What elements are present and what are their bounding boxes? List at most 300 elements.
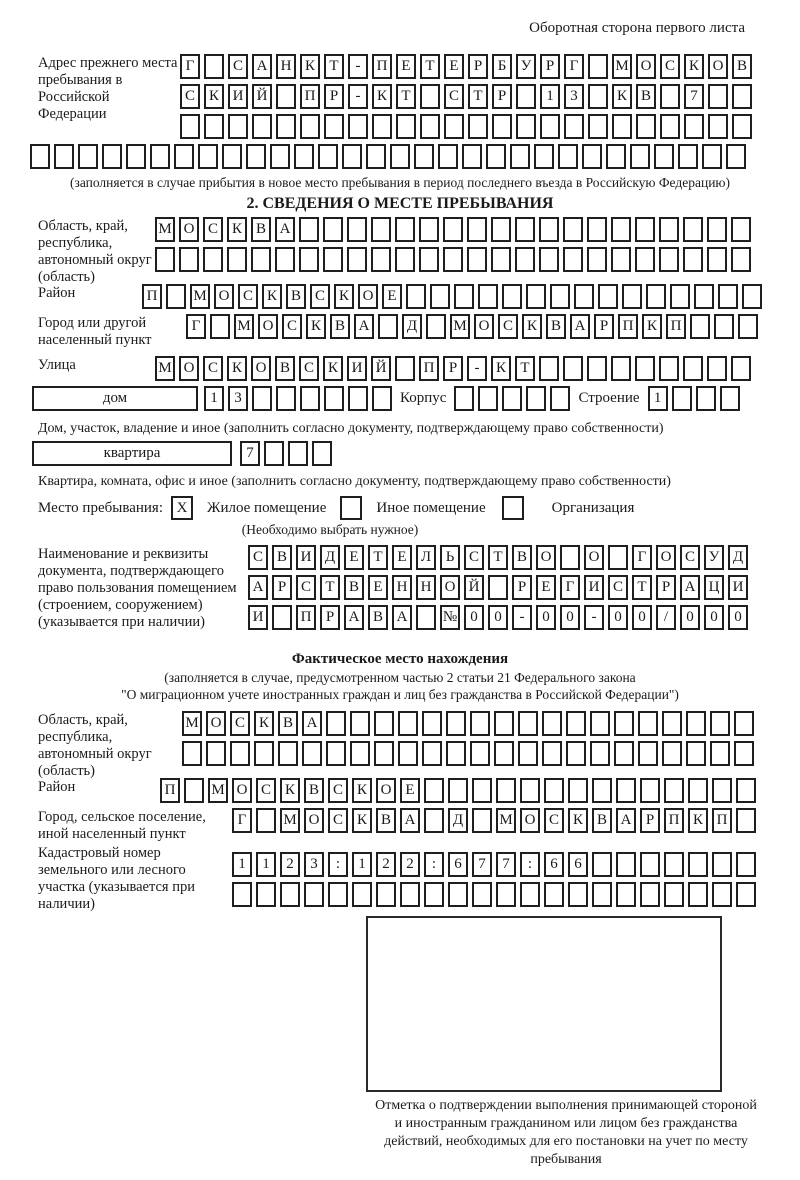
char-cell[interactable]: 1: [540, 84, 560, 109]
char-cell[interactable]: [707, 356, 727, 381]
char-cell[interactable]: [426, 314, 446, 339]
char-cell[interactable]: Т: [320, 575, 340, 600]
char-cell[interactable]: Й: [371, 356, 391, 381]
char-cell[interactable]: [448, 778, 468, 803]
char-cell[interactable]: Р: [512, 575, 532, 600]
char-cell[interactable]: К: [280, 778, 300, 803]
char-cell[interactable]: [672, 386, 692, 411]
char-cell[interactable]: П: [372, 54, 392, 79]
char-cell[interactable]: С: [203, 356, 223, 381]
char-cell[interactable]: В: [275, 356, 295, 381]
char-cell[interactable]: [502, 284, 522, 309]
char-cell[interactable]: [526, 284, 546, 309]
char-cell[interactable]: [488, 575, 508, 600]
char-cell[interactable]: М: [280, 808, 300, 833]
char-cell[interactable]: [664, 882, 684, 907]
char-cell[interactable]: Г: [560, 575, 580, 600]
char-cell[interactable]: Р: [656, 575, 676, 600]
char-cell[interactable]: С: [444, 84, 464, 109]
char-cell[interactable]: [515, 217, 535, 242]
char-cell[interactable]: К: [227, 217, 247, 242]
char-cell[interactable]: К: [491, 356, 511, 381]
char-cell[interactable]: [718, 284, 738, 309]
char-cell[interactable]: С: [299, 356, 319, 381]
char-cell[interactable]: [276, 114, 296, 139]
char-cell[interactable]: [278, 741, 298, 766]
char-cell[interactable]: Е: [396, 54, 416, 79]
char-cell[interactable]: 6: [568, 852, 588, 877]
char-cell[interactable]: [598, 284, 618, 309]
char-cell[interactable]: Г: [564, 54, 584, 79]
char-cell[interactable]: [518, 711, 538, 736]
char-cell[interactable]: /: [656, 605, 676, 630]
char-cell[interactable]: [616, 778, 636, 803]
char-cell[interactable]: К: [227, 356, 247, 381]
char-cell[interactable]: [568, 882, 588, 907]
char-cell[interactable]: 1: [204, 386, 224, 411]
char-cell[interactable]: Е: [392, 545, 412, 570]
char-cell[interactable]: [684, 114, 704, 139]
char-cell[interactable]: О: [214, 284, 234, 309]
char-cell[interactable]: [660, 114, 680, 139]
char-cell[interactable]: [491, 247, 511, 272]
char-cell[interactable]: [510, 144, 530, 169]
char-cell[interactable]: К: [306, 314, 326, 339]
char-cell[interactable]: С: [680, 545, 700, 570]
char-cell[interactable]: [664, 778, 684, 803]
stay-option-other-checkbox[interactable]: [340, 496, 362, 520]
char-cell[interactable]: Р: [594, 314, 614, 339]
char-cell[interactable]: М: [612, 54, 632, 79]
char-cell[interactable]: [486, 144, 506, 169]
char-cell[interactable]: [446, 741, 466, 766]
char-cell[interactable]: :: [328, 852, 348, 877]
char-cell[interactable]: Е: [382, 284, 402, 309]
char-cell[interactable]: [616, 852, 636, 877]
char-cell[interactable]: [614, 741, 634, 766]
char-cell[interactable]: С: [608, 575, 628, 600]
char-cell[interactable]: [326, 711, 346, 736]
char-cell[interactable]: [635, 217, 655, 242]
char-cell[interactable]: К: [262, 284, 282, 309]
char-cell[interactable]: [542, 741, 562, 766]
char-cell[interactable]: [372, 386, 392, 411]
char-cell[interactable]: [588, 84, 608, 109]
char-cell[interactable]: М: [155, 217, 175, 242]
char-cell[interactable]: [251, 247, 271, 272]
char-cell[interactable]: [660, 84, 680, 109]
char-cell[interactable]: [520, 778, 540, 803]
char-cell[interactable]: [472, 808, 492, 833]
char-cell[interactable]: С: [180, 84, 200, 109]
char-cell[interactable]: -: [512, 605, 532, 630]
char-cell[interactable]: [659, 247, 679, 272]
char-cell[interactable]: [280, 882, 300, 907]
char-cell[interactable]: М: [190, 284, 210, 309]
char-cell[interactable]: [582, 144, 602, 169]
char-cell[interactable]: [736, 852, 756, 877]
char-cell[interactable]: Г: [632, 545, 652, 570]
char-cell[interactable]: [640, 852, 660, 877]
char-cell[interactable]: [420, 114, 440, 139]
char-cell[interactable]: [264, 441, 284, 466]
char-cell[interactable]: [726, 144, 746, 169]
char-cell[interactable]: [470, 741, 490, 766]
char-cell[interactable]: [690, 314, 710, 339]
char-cell[interactable]: К: [204, 84, 224, 109]
char-cell[interactable]: К: [568, 808, 588, 833]
char-cell[interactable]: [707, 217, 727, 242]
char-cell[interactable]: О: [656, 545, 676, 570]
char-cell[interactable]: Р: [443, 356, 463, 381]
char-cell[interactable]: [708, 84, 728, 109]
char-cell[interactable]: Е: [344, 545, 364, 570]
char-cell[interactable]: 2: [376, 852, 396, 877]
char-cell[interactable]: М: [496, 808, 516, 833]
char-cell[interactable]: [472, 778, 492, 803]
char-cell[interactable]: [731, 356, 751, 381]
char-cell[interactable]: [708, 114, 728, 139]
char-cell[interactable]: А: [570, 314, 590, 339]
char-cell[interactable]: [622, 284, 642, 309]
char-cell[interactable]: [588, 114, 608, 139]
char-cell[interactable]: [502, 386, 522, 411]
char-cell[interactable]: [710, 711, 730, 736]
char-cell[interactable]: С: [328, 808, 348, 833]
char-cell[interactable]: [468, 114, 488, 139]
char-cell[interactable]: 0: [680, 605, 700, 630]
char-cell[interactable]: [184, 778, 204, 803]
char-cell[interactable]: [102, 144, 122, 169]
char-cell[interactable]: Р: [640, 808, 660, 833]
char-cell[interactable]: [678, 144, 698, 169]
char-cell[interactable]: [630, 144, 650, 169]
char-cell[interactable]: [347, 247, 367, 272]
char-cell[interactable]: [636, 114, 656, 139]
char-cell[interactable]: Р: [492, 84, 512, 109]
char-cell[interactable]: [568, 778, 588, 803]
char-cell[interactable]: [732, 84, 752, 109]
char-cell[interactable]: [664, 852, 684, 877]
char-cell[interactable]: И: [228, 84, 248, 109]
char-cell[interactable]: [166, 284, 186, 309]
char-cell[interactable]: 0: [536, 605, 556, 630]
char-cell[interactable]: [611, 217, 631, 242]
char-cell[interactable]: [540, 114, 560, 139]
char-cell[interactable]: [304, 882, 324, 907]
char-cell[interactable]: [526, 386, 546, 411]
char-cell[interactable]: [228, 114, 248, 139]
char-cell[interactable]: И: [296, 545, 316, 570]
char-cell[interactable]: [400, 882, 420, 907]
char-cell[interactable]: [444, 114, 464, 139]
char-cell[interactable]: Б: [492, 54, 512, 79]
char-cell[interactable]: А: [400, 808, 420, 833]
char-cell[interactable]: [734, 741, 754, 766]
char-cell[interactable]: [288, 441, 308, 466]
char-cell[interactable]: С: [238, 284, 258, 309]
char-cell[interactable]: [712, 852, 732, 877]
char-cell[interactable]: [270, 144, 290, 169]
char-cell[interactable]: [30, 144, 50, 169]
char-cell[interactable]: Т: [420, 54, 440, 79]
char-cell[interactable]: 0: [704, 605, 724, 630]
char-cell[interactable]: Н: [416, 575, 436, 600]
char-cell[interactable]: К: [372, 84, 392, 109]
char-cell[interactable]: С: [256, 778, 276, 803]
char-cell[interactable]: М: [450, 314, 470, 339]
char-cell[interactable]: М: [155, 356, 175, 381]
char-cell[interactable]: [416, 605, 436, 630]
char-cell[interactable]: [419, 217, 439, 242]
char-cell[interactable]: [323, 217, 343, 242]
char-cell[interactable]: 1: [352, 852, 372, 877]
char-cell[interactable]: [366, 144, 386, 169]
char-cell[interactable]: [738, 314, 758, 339]
char-cell[interactable]: А: [252, 54, 272, 79]
char-cell[interactable]: [516, 84, 536, 109]
char-cell[interactable]: Р: [320, 605, 340, 630]
char-cell[interactable]: [614, 711, 634, 736]
char-cell[interactable]: [206, 741, 226, 766]
char-cell[interactable]: [348, 386, 368, 411]
char-cell[interactable]: [446, 711, 466, 736]
char-cell[interactable]: С: [310, 284, 330, 309]
char-cell[interactable]: [204, 54, 224, 79]
char-cell[interactable]: [736, 808, 756, 833]
char-cell[interactable]: К: [642, 314, 662, 339]
char-cell[interactable]: И: [248, 605, 268, 630]
char-cell[interactable]: [606, 144, 626, 169]
char-cell[interactable]: Ь: [440, 545, 460, 570]
char-cell[interactable]: А: [616, 808, 636, 833]
char-cell[interactable]: [448, 882, 468, 907]
char-cell[interactable]: [352, 882, 372, 907]
char-cell[interactable]: Г: [186, 314, 206, 339]
char-cell[interactable]: П: [712, 808, 732, 833]
char-cell[interactable]: Е: [368, 575, 388, 600]
char-cell[interactable]: О: [179, 356, 199, 381]
char-cell[interactable]: [587, 217, 607, 242]
char-cell[interactable]: В: [344, 575, 364, 600]
char-cell[interactable]: [419, 247, 439, 272]
char-cell[interactable]: [371, 217, 391, 242]
char-cell[interactable]: [608, 545, 628, 570]
char-cell[interactable]: Й: [252, 84, 272, 109]
char-cell[interactable]: [731, 217, 751, 242]
char-cell[interactable]: О: [358, 284, 378, 309]
char-cell[interactable]: 2: [400, 852, 420, 877]
char-cell[interactable]: С: [498, 314, 518, 339]
char-cell[interactable]: П: [160, 778, 180, 803]
char-cell[interactable]: О: [206, 711, 226, 736]
char-cell[interactable]: [534, 144, 554, 169]
char-cell[interactable]: -: [348, 54, 368, 79]
char-cell[interactable]: [222, 144, 242, 169]
char-cell[interactable]: Т: [396, 84, 416, 109]
char-cell[interactable]: [590, 711, 610, 736]
char-cell[interactable]: [204, 114, 224, 139]
char-cell[interactable]: [688, 852, 708, 877]
char-cell[interactable]: А: [354, 314, 374, 339]
char-cell[interactable]: [376, 882, 396, 907]
char-cell[interactable]: [232, 882, 252, 907]
char-cell[interactable]: 7: [496, 852, 516, 877]
char-cell[interactable]: [350, 741, 370, 766]
char-cell[interactable]: [592, 778, 612, 803]
char-cell[interactable]: Й: [464, 575, 484, 600]
char-cell[interactable]: [710, 741, 730, 766]
char-cell[interactable]: [350, 711, 370, 736]
char-cell[interactable]: [611, 356, 631, 381]
char-cell[interactable]: [696, 386, 716, 411]
char-cell[interactable]: Г: [232, 808, 252, 833]
stay-option-residential-checkbox[interactable]: X: [171, 496, 193, 520]
char-cell[interactable]: У: [516, 54, 536, 79]
char-cell[interactable]: [276, 84, 296, 109]
char-cell[interactable]: О: [179, 217, 199, 242]
char-cell[interactable]: [712, 882, 732, 907]
char-cell[interactable]: [324, 386, 344, 411]
char-cell[interactable]: [662, 711, 682, 736]
char-cell[interactable]: [246, 144, 266, 169]
char-cell[interactable]: Е: [444, 54, 464, 79]
char-cell[interactable]: [372, 114, 392, 139]
char-cell[interactable]: [702, 144, 722, 169]
char-cell[interactable]: 1: [232, 852, 252, 877]
char-cell[interactable]: [712, 778, 732, 803]
char-cell[interactable]: [326, 741, 346, 766]
char-cell[interactable]: О: [258, 314, 278, 339]
char-cell[interactable]: [174, 144, 194, 169]
char-cell[interactable]: [374, 711, 394, 736]
char-cell[interactable]: 3: [304, 852, 324, 877]
char-cell[interactable]: [328, 882, 348, 907]
char-cell[interactable]: А: [680, 575, 700, 600]
char-cell[interactable]: [686, 741, 706, 766]
char-cell[interactable]: С: [248, 545, 268, 570]
char-cell[interactable]: О: [636, 54, 656, 79]
char-cell[interactable]: 7: [472, 852, 492, 877]
char-cell[interactable]: [683, 217, 703, 242]
char-cell[interactable]: 1: [256, 852, 276, 877]
char-cell[interactable]: -: [348, 84, 368, 109]
char-cell[interactable]: Р: [324, 84, 344, 109]
char-cell[interactable]: [395, 247, 415, 272]
char-cell[interactable]: [496, 778, 516, 803]
char-cell[interactable]: Т: [632, 575, 652, 600]
char-cell[interactable]: [324, 114, 344, 139]
char-cell[interactable]: О: [232, 778, 252, 803]
char-cell[interactable]: [688, 882, 708, 907]
char-cell[interactable]: К: [254, 711, 274, 736]
char-cell[interactable]: И: [728, 575, 748, 600]
char-cell[interactable]: [443, 217, 463, 242]
char-cell[interactable]: О: [708, 54, 728, 79]
char-cell[interactable]: [256, 882, 276, 907]
char-cell[interactable]: Т: [368, 545, 388, 570]
char-cell[interactable]: В: [272, 545, 292, 570]
char-cell[interactable]: [179, 247, 199, 272]
char-cell[interactable]: [302, 741, 322, 766]
char-cell[interactable]: [254, 741, 274, 766]
char-cell[interactable]: [638, 711, 658, 736]
char-cell[interactable]: [587, 356, 607, 381]
char-cell[interactable]: [378, 314, 398, 339]
char-cell[interactable]: Т: [488, 545, 508, 570]
char-cell[interactable]: С: [228, 54, 248, 79]
char-cell[interactable]: [520, 882, 540, 907]
char-cell[interactable]: [494, 741, 514, 766]
char-cell[interactable]: П: [142, 284, 162, 309]
char-cell[interactable]: [592, 852, 612, 877]
char-cell[interactable]: К: [612, 84, 632, 109]
char-cell[interactable]: [424, 778, 444, 803]
char-cell[interactable]: К: [522, 314, 542, 339]
char-cell[interactable]: С: [328, 778, 348, 803]
char-cell[interactable]: [276, 386, 296, 411]
char-cell[interactable]: [312, 441, 332, 466]
char-cell[interactable]: А: [392, 605, 412, 630]
char-cell[interactable]: [612, 114, 632, 139]
char-cell[interactable]: Л: [416, 545, 436, 570]
char-cell[interactable]: [496, 882, 516, 907]
char-cell[interactable]: [566, 711, 586, 736]
char-cell[interactable]: К: [352, 778, 372, 803]
char-cell[interactable]: 3: [564, 84, 584, 109]
char-cell[interactable]: П: [664, 808, 684, 833]
char-cell[interactable]: [736, 778, 756, 803]
char-cell[interactable]: 6: [448, 852, 468, 877]
char-cell[interactable]: 0: [488, 605, 508, 630]
char-cell[interactable]: [323, 247, 343, 272]
char-cell[interactable]: [374, 741, 394, 766]
char-cell[interactable]: [420, 84, 440, 109]
char-cell[interactable]: Т: [324, 54, 344, 79]
char-cell[interactable]: [683, 356, 703, 381]
char-cell[interactable]: [544, 778, 564, 803]
char-cell[interactable]: [478, 284, 498, 309]
char-cell[interactable]: [390, 144, 410, 169]
char-cell[interactable]: [558, 144, 578, 169]
char-cell[interactable]: С: [660, 54, 680, 79]
char-cell[interactable]: В: [546, 314, 566, 339]
char-cell[interactable]: О: [474, 314, 494, 339]
char-cell[interactable]: [563, 247, 583, 272]
char-cell[interactable]: №: [440, 605, 460, 630]
char-cell[interactable]: [272, 605, 292, 630]
char-cell[interactable]: [670, 284, 690, 309]
char-cell[interactable]: [515, 247, 535, 272]
char-cell[interactable]: [550, 386, 570, 411]
char-cell[interactable]: [616, 882, 636, 907]
char-cell[interactable]: [683, 247, 703, 272]
char-cell[interactable]: П: [419, 356, 439, 381]
char-cell[interactable]: [574, 284, 594, 309]
char-cell[interactable]: И: [584, 575, 604, 600]
char-cell[interactable]: [564, 114, 584, 139]
char-cell[interactable]: 7: [240, 441, 260, 466]
char-cell[interactable]: [422, 741, 442, 766]
char-cell[interactable]: [398, 711, 418, 736]
char-cell[interactable]: С: [296, 575, 316, 600]
char-cell[interactable]: [180, 114, 200, 139]
char-cell[interactable]: [467, 217, 487, 242]
char-cell[interactable]: В: [251, 217, 271, 242]
char-cell[interactable]: [560, 545, 580, 570]
char-cell[interactable]: [438, 144, 458, 169]
char-cell[interactable]: О: [536, 545, 556, 570]
